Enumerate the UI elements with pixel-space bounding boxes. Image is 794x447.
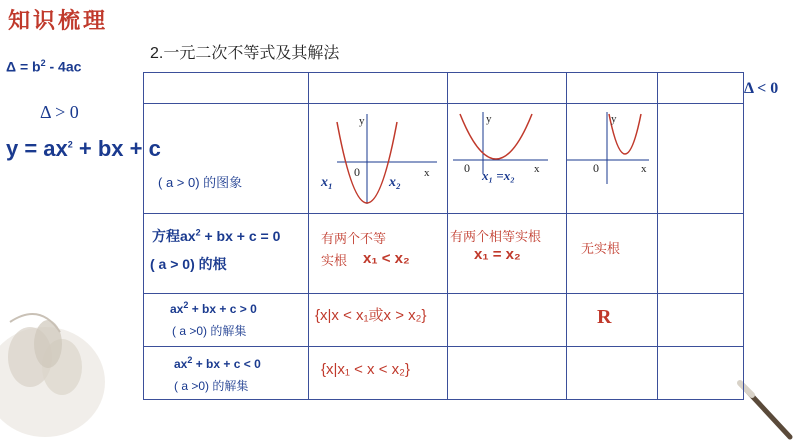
table-cell [448, 73, 567, 104]
lt-two-cell [309, 347, 448, 400]
table-row [144, 214, 744, 294]
x-axis-label: x [424, 167, 430, 179]
lt-two-solution-set: {x|x₁ < x < x₂} [321, 361, 410, 378]
parabola-two-roots-graph [309, 104, 447, 213]
roots-row-label: 方程$ax^2$ + bx + c = 0 [152, 227, 281, 244]
table-cell [309, 73, 448, 104]
lotus-decoration [0, 262, 130, 447]
gt-none-solution-set: R [597, 306, 612, 328]
table-cell [658, 73, 744, 104]
roots-equal-expr: x₁ = x₂ [474, 246, 521, 263]
table-cell [448, 347, 567, 400]
gt-two-cell [309, 294, 448, 347]
section-title: 知识梳理 [8, 8, 109, 34]
origin-label: 0 [464, 161, 470, 175]
x-axis-label: x [641, 163, 647, 175]
roots-two-cell [309, 214, 448, 294]
roots-none-cell [567, 214, 658, 294]
table-cell [567, 347, 658, 400]
table-row [144, 73, 744, 104]
double-root-label: x₁ =x₂ [482, 168, 515, 183]
graph-no-root-cell [567, 104, 658, 214]
y-axis-label: y [359, 115, 365, 127]
roots-equal-cell [448, 214, 567, 294]
discriminant-formula: $\Delta = b^2 - 4ac$ [6, 58, 82, 75]
lt-row-label: $ax^2$ + bx + c < 0 [174, 355, 261, 371]
graph-row-label: ( a > 0) 的图象 [158, 175, 243, 190]
origin-label: 0 [593, 161, 599, 175]
gt-two-solution-set: {x|x < x₁或x > x₂} [315, 307, 427, 324]
origin-label: 0 [354, 165, 360, 179]
x-axis-label: x [534, 163, 540, 175]
gt-row-label-cell [144, 294, 309, 347]
graph-double-root-cell [448, 104, 567, 214]
summary-table [143, 72, 744, 400]
roots-none-text: 无实根 [581, 241, 621, 256]
root-x1-label: x₁ [321, 175, 333, 190]
root-x2-label: x₂ [389, 175, 401, 190]
table-cell [658, 294, 744, 347]
table-cell [658, 104, 744, 214]
roots-row-label-cell [144, 214, 309, 294]
table-row [144, 104, 744, 214]
page-heading: 2.一元二次不等式及其解法 [150, 45, 340, 62]
table-cell [448, 294, 567, 347]
parabola-double-root-graph [448, 104, 566, 213]
delta-negative: Δ < 0 [744, 80, 779, 97]
y-axis-label: y [611, 113, 617, 125]
roots-two-expr: x₁ < x₂ [363, 250, 410, 267]
quadratic-function: $y = ax^2$ + bx + c [6, 136, 161, 161]
graph-two-roots-cell [309, 104, 448, 214]
table-row [144, 347, 744, 400]
delta-positive: Δ > 0 [40, 102, 79, 122]
parabola-no-root-graph [567, 104, 657, 213]
roots-row-condition: ( a > 0) 的根 [150, 256, 227, 272]
roots-two-text-2: 实根 [321, 253, 348, 268]
table-cell [144, 73, 309, 104]
table-cell [658, 347, 744, 400]
lt-row-label-cell [144, 347, 309, 400]
roots-two-text: 有两个不等 [321, 231, 387, 246]
table-row [144, 294, 744, 347]
y-axis-label: y [486, 113, 492, 125]
lt-row-condition: ( a >0) 的解集 [174, 379, 249, 393]
gt-none-cell [567, 294, 658, 347]
gt-row-condition: ( a >0) 的解集 [172, 324, 247, 338]
table-cell [567, 73, 658, 104]
table-cell [658, 214, 744, 294]
gt-row-label: $ax^2$ + bx + c > 0 [170, 300, 257, 316]
roots-equal-text: 有两个相等实根 [450, 229, 542, 244]
graph-row-label-cell [144, 104, 309, 214]
